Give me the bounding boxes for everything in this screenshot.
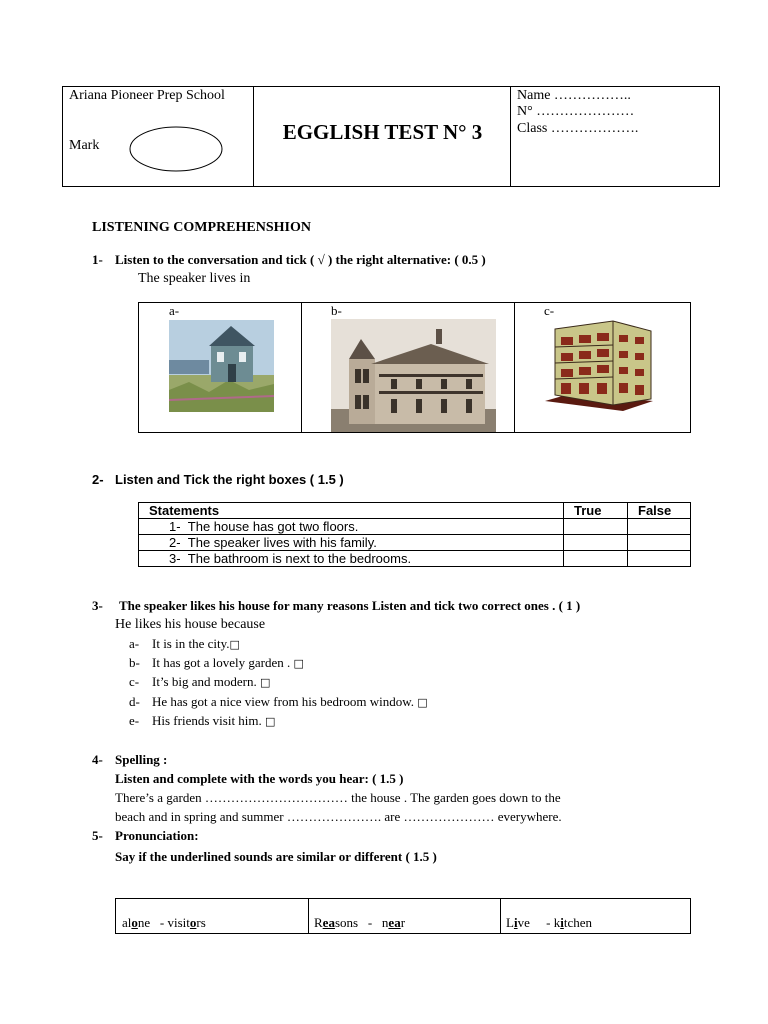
- q1-instruction: Listen to the conversation and tick ( √ ) the right alternative: ( 0.5 ): [115, 252, 486, 267]
- q3-instruction: The speaker likes his house for many reasons Listen and tick two correct ones . ( 1 ): [119, 598, 581, 613]
- q5-instruction: Say if the underlined sounds are similar or different ( 1.5 ): [115, 849, 437, 864]
- student-info-cell: [510, 87, 719, 186]
- mark-label: Mark: [69, 138, 100, 153]
- false-checkbox-cell[interactable]: [628, 535, 691, 551]
- true-checkbox-cell[interactable]: [564, 519, 628, 535]
- statement-number: 1-: [169, 519, 181, 534]
- house-options-table: [138, 302, 691, 433]
- school-name: Ariana Pioneer Prep School: [69, 88, 225, 103]
- statements-header: Statements: [139, 503, 564, 519]
- q2-instruction: Listen and Tick the right boxes ( 1.5 ): [115, 472, 344, 487]
- option-b-label: b-: [331, 303, 342, 318]
- list-item: [129, 674, 271, 690]
- q4-number: 4-: [92, 752, 103, 767]
- test-title: EGGLISH TEST N° 3: [282, 120, 483, 144]
- q2-number: 2-: [92, 472, 104, 487]
- item-letter: b-: [129, 655, 140, 670]
- item-letter: c-: [129, 674, 140, 689]
- item-text: It is in the city.: [152, 636, 230, 651]
- checkbox-icon[interactable]: □: [293, 657, 304, 670]
- option-a-label: a-: [169, 303, 180, 318]
- false-header: False: [628, 503, 691, 519]
- item-text: It’s big and modern.: [152, 674, 257, 689]
- q3-number: 3-: [92, 598, 103, 613]
- item-letter: e-: [129, 713, 140, 728]
- list-item: [129, 694, 428, 710]
- q4-text-line-1[interactable]: There’s a garden …………………………… the house . The garden goes down to the: [115, 790, 561, 805]
- q4-title: Spelling :: [115, 752, 168, 767]
- statement-number: 2-: [169, 535, 181, 550]
- mark-oval: [129, 125, 225, 173]
- checkbox-icon[interactable]: □: [259, 676, 271, 689]
- option-c-label: c-: [544, 303, 555, 318]
- word-pair-2[interactable]: Reasons - near: [314, 915, 406, 930]
- true-checkbox-cell[interactable]: [564, 551, 628, 567]
- checkbox-icon[interactable]: □: [229, 638, 240, 651]
- true-checkbox-cell[interactable]: [564, 535, 628, 551]
- q5-title: Pronunciation:: [115, 828, 199, 843]
- school-cell: [63, 87, 254, 186]
- q4-instruction: Listen and complete with the words you hear: ( 1.5 ): [115, 771, 404, 786]
- item-text: His friends visit him.: [152, 713, 262, 728]
- list-item: [129, 713, 276, 729]
- item-letter: a-: [129, 636, 140, 651]
- class-line[interactable]: Class ……………….: [517, 121, 639, 136]
- statement-text: The bathroom is next to the bedrooms.: [187, 551, 412, 566]
- item-text: He has got a nice view from his bedroom window.: [152, 694, 414, 709]
- statement-text: The house has got two floors.: [187, 519, 359, 534]
- false-checkbox-cell[interactable]: [628, 551, 691, 567]
- old-house-photo-image[interactable]: [331, 319, 496, 432]
- word-pair-1[interactable]: alone - visitors: [122, 915, 206, 930]
- checkbox-icon[interactable]: □: [417, 696, 428, 709]
- q1-number: 1-: [92, 252, 103, 267]
- statements-table: [138, 502, 691, 567]
- q1-prompt: The speaker lives in: [138, 271, 251, 286]
- checkbox-icon[interactable]: □: [265, 715, 276, 728]
- statements-header-row: [139, 503, 691, 519]
- statement-number: 3-: [169, 551, 181, 566]
- list-item: [129, 655, 304, 671]
- item-text: It has got a lovely garden .: [152, 655, 291, 670]
- item-letter: d-: [129, 694, 140, 709]
- table-row: [139, 551, 691, 567]
- statement-text: The speaker lives with his family.: [187, 535, 377, 550]
- q4-text-line-2[interactable]: beach and in spring and summer …………………. are ………………… everywhere.: [115, 809, 562, 824]
- table-row: [139, 519, 691, 535]
- cottage-painting-image[interactable]: [169, 320, 274, 412]
- table-row: [139, 535, 691, 551]
- list-item: [129, 636, 240, 652]
- header-table: [62, 86, 720, 187]
- number-line[interactable]: N° …………………: [517, 104, 635, 119]
- apartment-building-image[interactable]: [543, 319, 655, 411]
- false-checkbox-cell[interactable]: [628, 519, 691, 535]
- q5-number: 5-: [92, 828, 103, 843]
- true-header: True: [564, 503, 628, 519]
- section-title: LISTENING COMPREHENSHION: [92, 220, 311, 235]
- q3-prompt: He likes his house because: [115, 617, 266, 632]
- pronunciation-table: [115, 898, 691, 934]
- name-line[interactable]: Name ……………..: [517, 88, 631, 103]
- word-pair-3[interactable]: Live - kitchen: [506, 915, 592, 930]
